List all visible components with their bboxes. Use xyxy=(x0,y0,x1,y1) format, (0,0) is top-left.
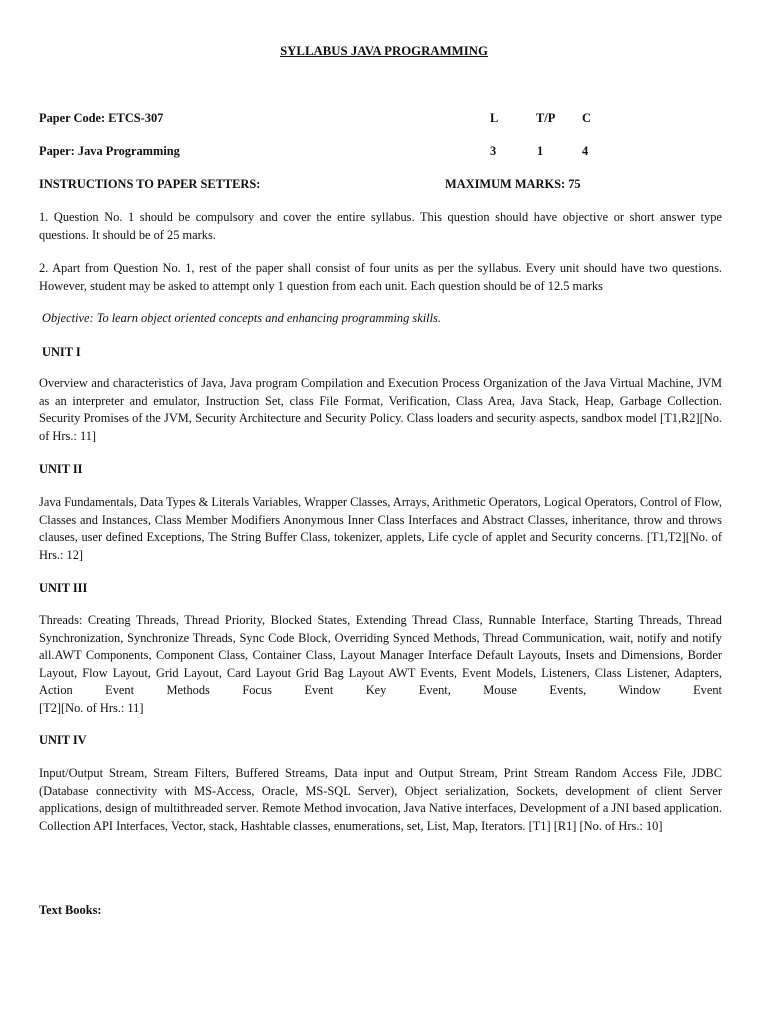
ltp-value-c: 4 xyxy=(582,144,589,158)
objective-text: Objective: To learn object oriented concepts and enhancing programming skills. xyxy=(42,311,441,325)
ltp-value-tp: 1 xyxy=(537,144,544,158)
unit-2-body: Java Fundamentals, Data Types & Literals Variables, Wrapper Classes, Arrays, Arithmetic Operators, Logical Operators, Control of Flow, Classes and Instances, Class Member Modifiers Anonymous Inner Class Interfaces and Abstract Classes, inheritance, throw and throws clauses, user defined Exceptions, The String Buffer Class, tokenizer, applets, Life cycle of applet and Security concerns. [T1,T2][No. of Hrs.: 12] xyxy=(39,495,722,562)
instruction-2: 2. Apart from Question No. 1, rest of the paper shall consist of four units as per the syllabus. Every unit should have two questions. However, student may be asked to attempt only 1 question from each unit. Each question should be of 12.5 marks xyxy=(39,261,722,293)
ltp-value-l: 3 xyxy=(490,144,497,158)
unit-3-heading: UNIT III xyxy=(39,581,88,595)
ltp-header-l: L xyxy=(490,111,499,125)
unit-4-heading: UNIT IV xyxy=(39,733,87,747)
unit-1-heading: UNIT I xyxy=(42,345,81,359)
ltp-header-c: C xyxy=(582,111,591,125)
unit-4-body: Input/Output Stream, Stream Filters, Buffered Streams, Data input and Output Stream, Print Stream Random Access File, JDBC (Database connectivity with MS-Access, Oracle, MS-SQL Server), Object serialization, Sockets, development of client Server applications, design of multithreaded server. Remote Method invocation, Java Native interfaces, Development of a JNI based application. Collection API Interfaces, Vector, stack, Hashtable classes, enumerations, set, List, Map, Iterators. [T1] [R1] [No. of Hrs.: 10] xyxy=(39,766,722,833)
paper-label: Paper: Java Programming xyxy=(39,144,180,158)
max-marks-label: MAXIMUM MARKS: 75 xyxy=(445,177,581,191)
unit-2-heading: UNIT II xyxy=(39,462,83,476)
instruction-1: 1. Question No. 1 should be compulsory and cover the entire syllabus. This question should have objective or short answer type questions. It should be of 25 marks. xyxy=(39,210,722,242)
unit-3-body: Threads: Creating Threads, Thread Priority, Blocked States, Extending Thread Class, Runnable Interface, Starting Threads, Thread Synchronization, Synchronize Threads, Sync Code Block, Overriding Synced Methods, Thread Communication, wait, notify and notify all.AWT Components, Component Class, Container Class, Layout Manager Interface Default Layouts, Insets and Dimensions, Border Layout, Flow Layout, Grid Layout, Card Layout Grid Bag Layout AWT Events, Event Models, Listeners, Class Listener, Adapters, Action Event Methods Focus Event Key Event, Mouse Events, Window Event xyxy=(39,613,722,698)
ltp-header-tp: T/P xyxy=(536,111,556,125)
document-title: SYLLABUS JAVA PROGRAMMING xyxy=(280,44,488,58)
paper-code-label: Paper Code: ETCS-307 xyxy=(39,111,164,125)
unit-1-body: Overview and characteristics of Java, Java program Compilation and Execution Process Organization of the Java Virtual Machine, JVM as an interpreter and emulator, Instruction Set, class File Format, Verification, Class Area, Java Stack, Heap, Garbage Collection. Security Promises of the JVM, Security Architecture and Security Policy. Class loaders and security aspects, sandbox model [T1,R2][No. of Hrs.: 11] xyxy=(39,376,722,443)
unit-3-hours: [T2][No. of Hrs.: 11] xyxy=(39,701,144,715)
text-books-label: Text Books: xyxy=(39,903,102,917)
instructions-label: INSTRUCTIONS TO PAPER SETTERS: xyxy=(39,177,261,191)
